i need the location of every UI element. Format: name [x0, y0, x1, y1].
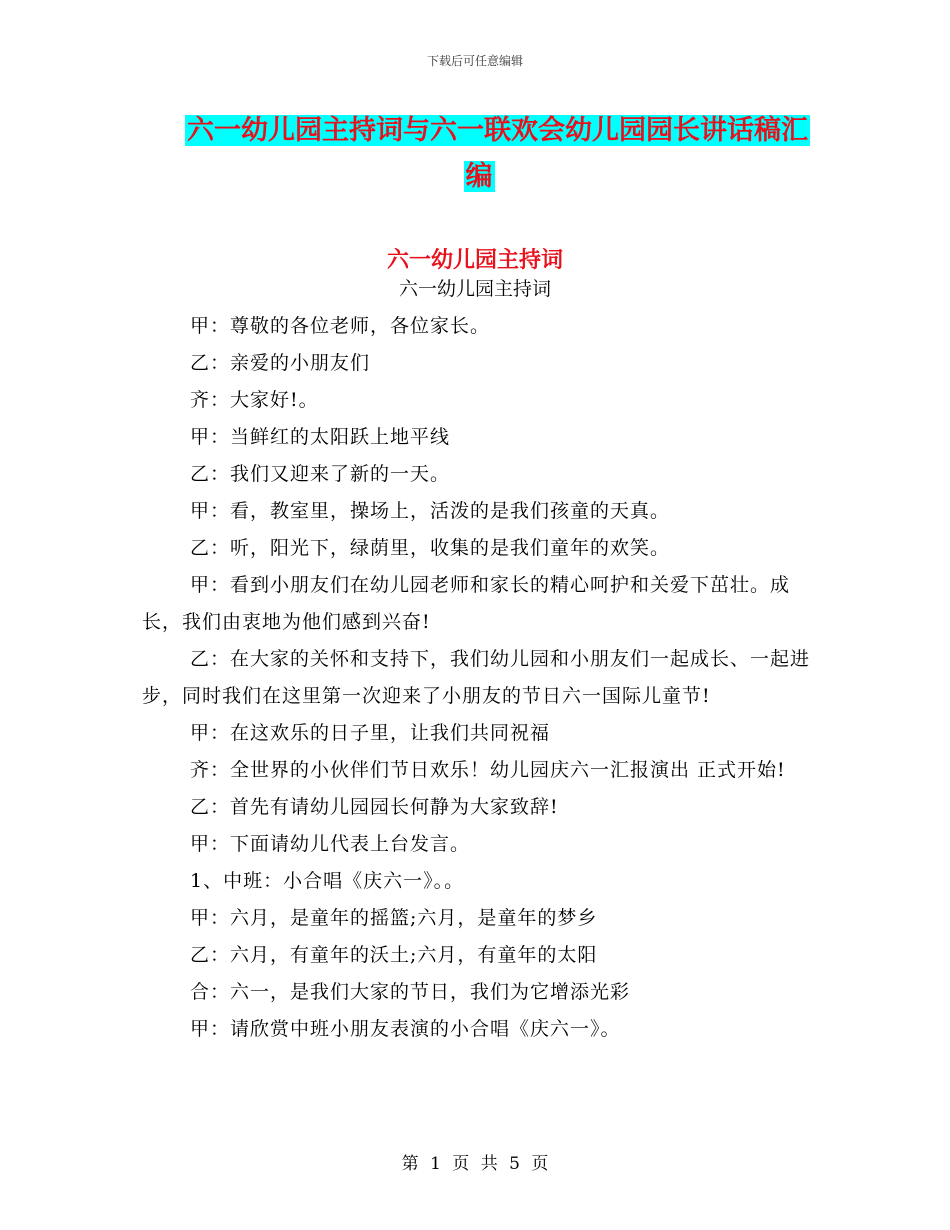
paragraph: 乙：在大家的关怀和支持下，我们幼儿园和小朋友们一起成长、一起进步，同时我们在这里第一次迎来了小朋友的节日六一国际儿童节! — [142, 648, 811, 707]
paragraph: 乙：六月，有童年的沃土;六月，有童年的太阳 — [190, 944, 598, 966]
paragraph: 甲：看到小朋友们在幼儿园老师和家长的精心呵护和关爱下茁壮。成长，我们由衷地为他们感到兴奋! — [142, 574, 791, 633]
paragraph: 甲：尊敬的各位老师，各位家长。 — [190, 315, 491, 337]
paragraph: 甲：请欣赏中班小朋友表演的小合唱《庆六一》。 — [190, 1018, 621, 1040]
paragraph: 1、中班：小合唱《庆六一》。。 — [190, 870, 465, 892]
body-text — [142, 308, 810, 1048]
title-highlight-1: 六一幼儿园主持词与六一联欢会幼儿园园长讲话稿汇 — [187, 115, 808, 146]
document-title-line-1 — [140, 108, 810, 154]
paragraph: 乙：首先有请幼儿园园长何静为大家致辞! — [190, 796, 559, 818]
paragraph: 甲：当鲜红的太阳跃上地平线 — [190, 426, 451, 448]
paragraph: 合：六一，是我们大家的节日，我们为它增添光彩 — [190, 981, 631, 1003]
paragraph: 齐：大家好!。 — [190, 389, 319, 411]
page-header-note: 下载后可任意编辑 — [426, 54, 523, 68]
paragraph: 齐：全世界的小伙伴们节日欢乐！幼儿园庆六一汇报演出 正式开始! — [190, 759, 786, 781]
paragraph: 甲：下面请幼儿代表上台发言。 — [190, 833, 471, 855]
paragraph: 乙：亲爱的小朋友们 — [190, 352, 371, 374]
paragraph: 甲：看，教室里，操场上，活泼的是我们孩童的天真。 — [190, 500, 671, 522]
document-title — [140, 108, 810, 200]
document-title-line-2 — [140, 154, 810, 200]
paragraph: 乙：我们又迎来了新的一天。 — [190, 463, 451, 485]
paragraph: 甲：在这欢乐的日子里，让我们共同祝福 — [190, 722, 551, 744]
paragraph: 甲：六月，是童年的摇篮;六月，是童年的梦乡 — [190, 907, 598, 929]
paragraph: 乙：听，阳光下，绿荫里，收集的是我们童年的欢笑。 — [190, 537, 671, 559]
section-subtitle: 六一幼儿园主持词 — [398, 278, 551, 300]
title-highlight-2: 编 — [465, 161, 493, 192]
section-title: 六一幼儿园主持词 — [386, 248, 563, 273]
page-number-footer: 第 1 页 共 5 页 — [401, 1154, 549, 1174]
